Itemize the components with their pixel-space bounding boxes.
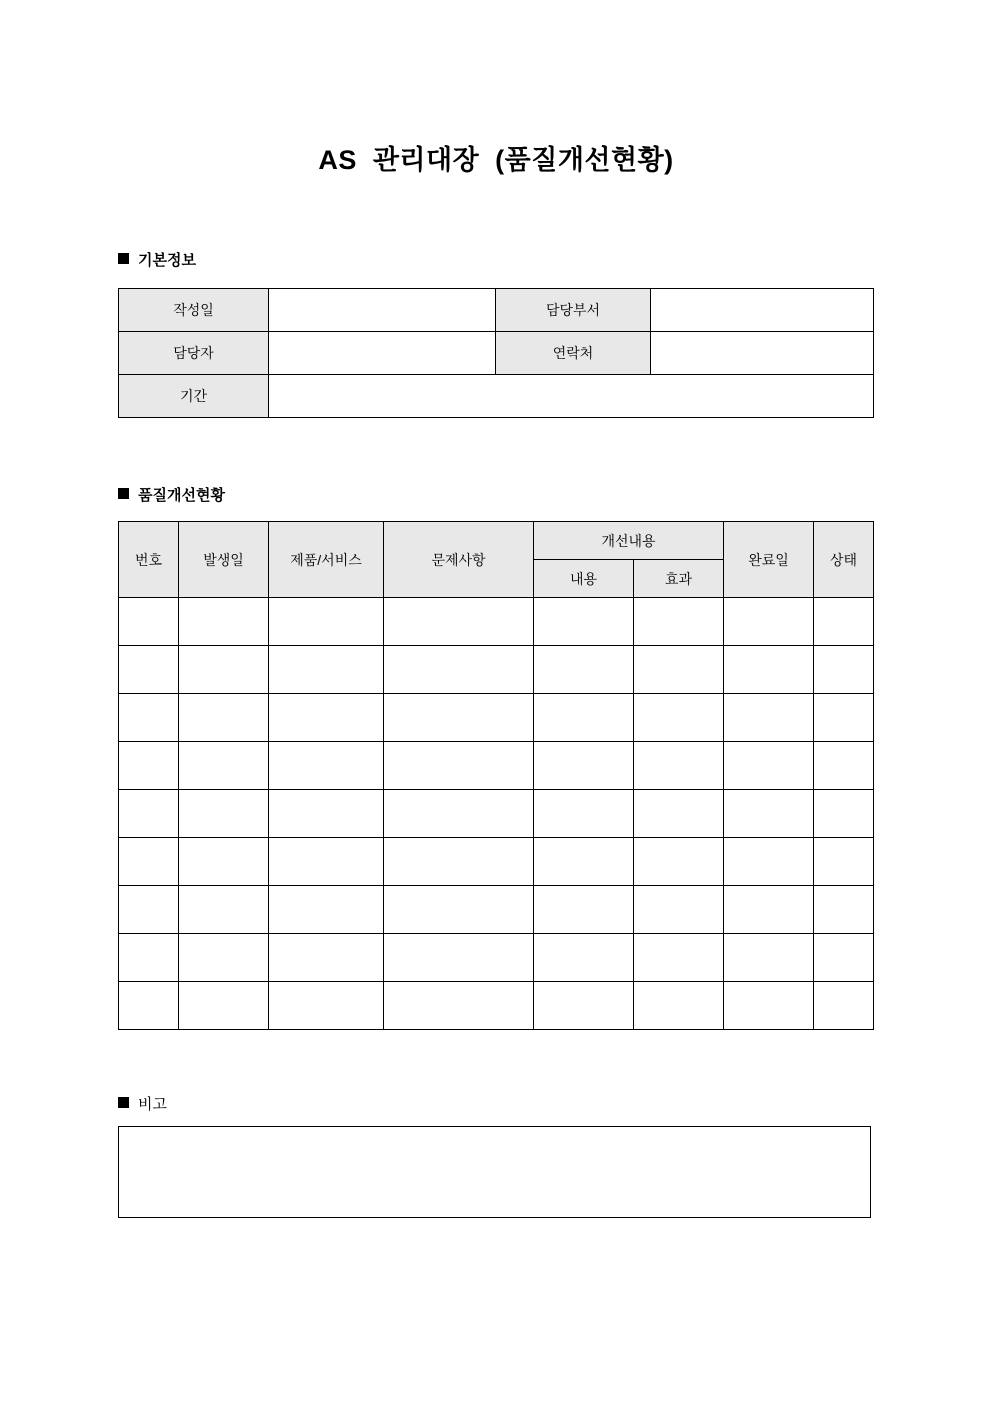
cell-occurred-date[interactable] [179, 886, 269, 934]
cell-improvement-effect[interactable] [634, 886, 724, 934]
cell-occurred-date[interactable] [179, 838, 269, 886]
column-header-issue: 문제사항 [384, 522, 534, 598]
cell-issue[interactable] [384, 694, 534, 742]
cell-product-service[interactable] [269, 886, 384, 934]
table-row [119, 982, 874, 1030]
section-heading-remarks-label: 비고 [138, 1096, 167, 1113]
field-contact[interactable] [651, 332, 874, 375]
table-row [119, 790, 874, 838]
cell-improvement-effect[interactable] [634, 934, 724, 982]
cell-no[interactable] [119, 934, 179, 982]
cell-completed-date[interactable] [724, 646, 814, 694]
cell-product-service[interactable] [269, 838, 384, 886]
table-row [119, 934, 874, 982]
cell-occurred-date[interactable] [179, 598, 269, 646]
field-period[interactable] [269, 375, 874, 418]
label-contact: 연락처 [496, 332, 651, 375]
cell-improvement-content[interactable] [534, 646, 634, 694]
cell-completed-date[interactable] [724, 838, 814, 886]
cell-no[interactable] [119, 694, 179, 742]
table-row [119, 332, 874, 375]
remarks-field[interactable] [118, 1126, 871, 1218]
square-bullet-icon [118, 1097, 129, 1108]
cell-occurred-date[interactable] [179, 982, 269, 1030]
cell-improvement-content[interactable] [534, 886, 634, 934]
cell-status[interactable] [814, 886, 874, 934]
cell-status[interactable] [814, 646, 874, 694]
cell-status[interactable] [814, 934, 874, 982]
cell-occurred-date[interactable] [179, 694, 269, 742]
cell-occurred-date[interactable] [179, 934, 269, 982]
cell-improvement-content[interactable] [534, 838, 634, 886]
section-heading-basic-info [118, 249, 196, 270]
cell-improvement-effect[interactable] [634, 598, 724, 646]
section-heading-remarks [118, 1093, 167, 1114]
cell-completed-date[interactable] [724, 598, 814, 646]
table-row [119, 375, 874, 418]
field-department[interactable] [651, 289, 874, 332]
cell-improvement-effect[interactable] [634, 838, 724, 886]
cell-improvement-content[interactable] [534, 742, 634, 790]
column-header-occurred-date: 발생일 [179, 522, 269, 598]
page-title: AS 관리대장 (품질개선현황) [318, 145, 674, 175]
field-person-in-charge[interactable] [269, 332, 496, 375]
cell-completed-date[interactable] [724, 694, 814, 742]
label-created-date: 작성일 [119, 289, 269, 332]
section-heading-basic-info-label: 기본정보 [138, 252, 196, 269]
cell-completed-date[interactable] [724, 886, 814, 934]
cell-no[interactable] [119, 742, 179, 790]
square-bullet-icon [118, 488, 129, 499]
cell-occurred-date[interactable] [179, 790, 269, 838]
cell-status[interactable] [814, 790, 874, 838]
square-bullet-icon [118, 253, 129, 264]
label-department: 담당부서 [496, 289, 651, 332]
cell-improvement-content[interactable] [534, 790, 634, 838]
table-row [119, 598, 874, 646]
cell-completed-date[interactable] [724, 742, 814, 790]
cell-product-service[interactable] [269, 742, 384, 790]
column-header-status: 상태 [814, 522, 874, 598]
label-period: 기간 [119, 375, 269, 418]
table-row [119, 886, 874, 934]
cell-product-service[interactable] [269, 598, 384, 646]
cell-no[interactable] [119, 982, 179, 1030]
cell-status[interactable] [814, 838, 874, 886]
section-heading-quality-status [118, 484, 225, 505]
table-row [119, 646, 874, 694]
cell-no[interactable] [119, 790, 179, 838]
basic-info-table [118, 288, 874, 418]
cell-issue[interactable] [384, 790, 534, 838]
cell-product-service[interactable] [269, 646, 384, 694]
column-header-improvement-effect: 효과 [634, 560, 724, 598]
cell-improvement-effect[interactable] [634, 742, 724, 790]
table-row [119, 838, 874, 886]
cell-occurred-date[interactable] [179, 742, 269, 790]
cell-completed-date[interactable] [724, 790, 814, 838]
cell-improvement-effect[interactable] [634, 982, 724, 1030]
cell-status[interactable] [814, 694, 874, 742]
cell-issue[interactable] [384, 886, 534, 934]
cell-issue[interactable] [384, 742, 534, 790]
cell-improvement-effect[interactable] [634, 694, 724, 742]
cell-improvement-content[interactable] [534, 934, 634, 982]
quality-status-table-body [119, 598, 874, 1030]
cell-completed-date[interactable] [724, 934, 814, 982]
table-row [119, 694, 874, 742]
cell-issue[interactable] [384, 982, 534, 1030]
section-heading-quality-status-label: 품질개선현황 [138, 487, 225, 504]
cell-improvement-effect[interactable] [634, 790, 724, 838]
cell-completed-date[interactable] [724, 982, 814, 1030]
cell-no[interactable] [119, 886, 179, 934]
cell-no[interactable] [119, 598, 179, 646]
field-created-date[interactable] [269, 289, 496, 332]
cell-product-service[interactable] [269, 694, 384, 742]
cell-product-service[interactable] [269, 790, 384, 838]
cell-occurred-date[interactable] [179, 646, 269, 694]
cell-issue[interactable] [384, 934, 534, 982]
column-header-improvement-content: 내용 [534, 560, 634, 598]
table-row [119, 742, 874, 790]
cell-status[interactable] [814, 598, 874, 646]
cell-improvement-content[interactable] [534, 598, 634, 646]
table-header-row-1 [119, 522, 874, 560]
column-header-improvement: 개선내용 [534, 522, 724, 560]
table-row [119, 289, 874, 332]
cell-issue[interactable] [384, 646, 534, 694]
cell-improvement-content[interactable] [534, 694, 634, 742]
column-header-completed-date: 완료일 [724, 522, 814, 598]
cell-product-service[interactable] [269, 982, 384, 1030]
cell-improvement-effect[interactable] [634, 646, 724, 694]
column-header-no: 번호 [119, 522, 179, 598]
cell-status[interactable] [814, 742, 874, 790]
label-person-in-charge: 담당자 [119, 332, 269, 375]
cell-product-service[interactable] [269, 934, 384, 982]
cell-no[interactable] [119, 646, 179, 694]
cell-issue[interactable] [384, 838, 534, 886]
cell-improvement-content[interactable] [534, 982, 634, 1030]
column-header-product-service: 제품/서비스 [269, 522, 384, 598]
cell-no[interactable] [119, 838, 179, 886]
cell-status[interactable] [814, 982, 874, 1030]
quality-status-table [118, 521, 874, 1030]
cell-issue[interactable] [384, 598, 534, 646]
